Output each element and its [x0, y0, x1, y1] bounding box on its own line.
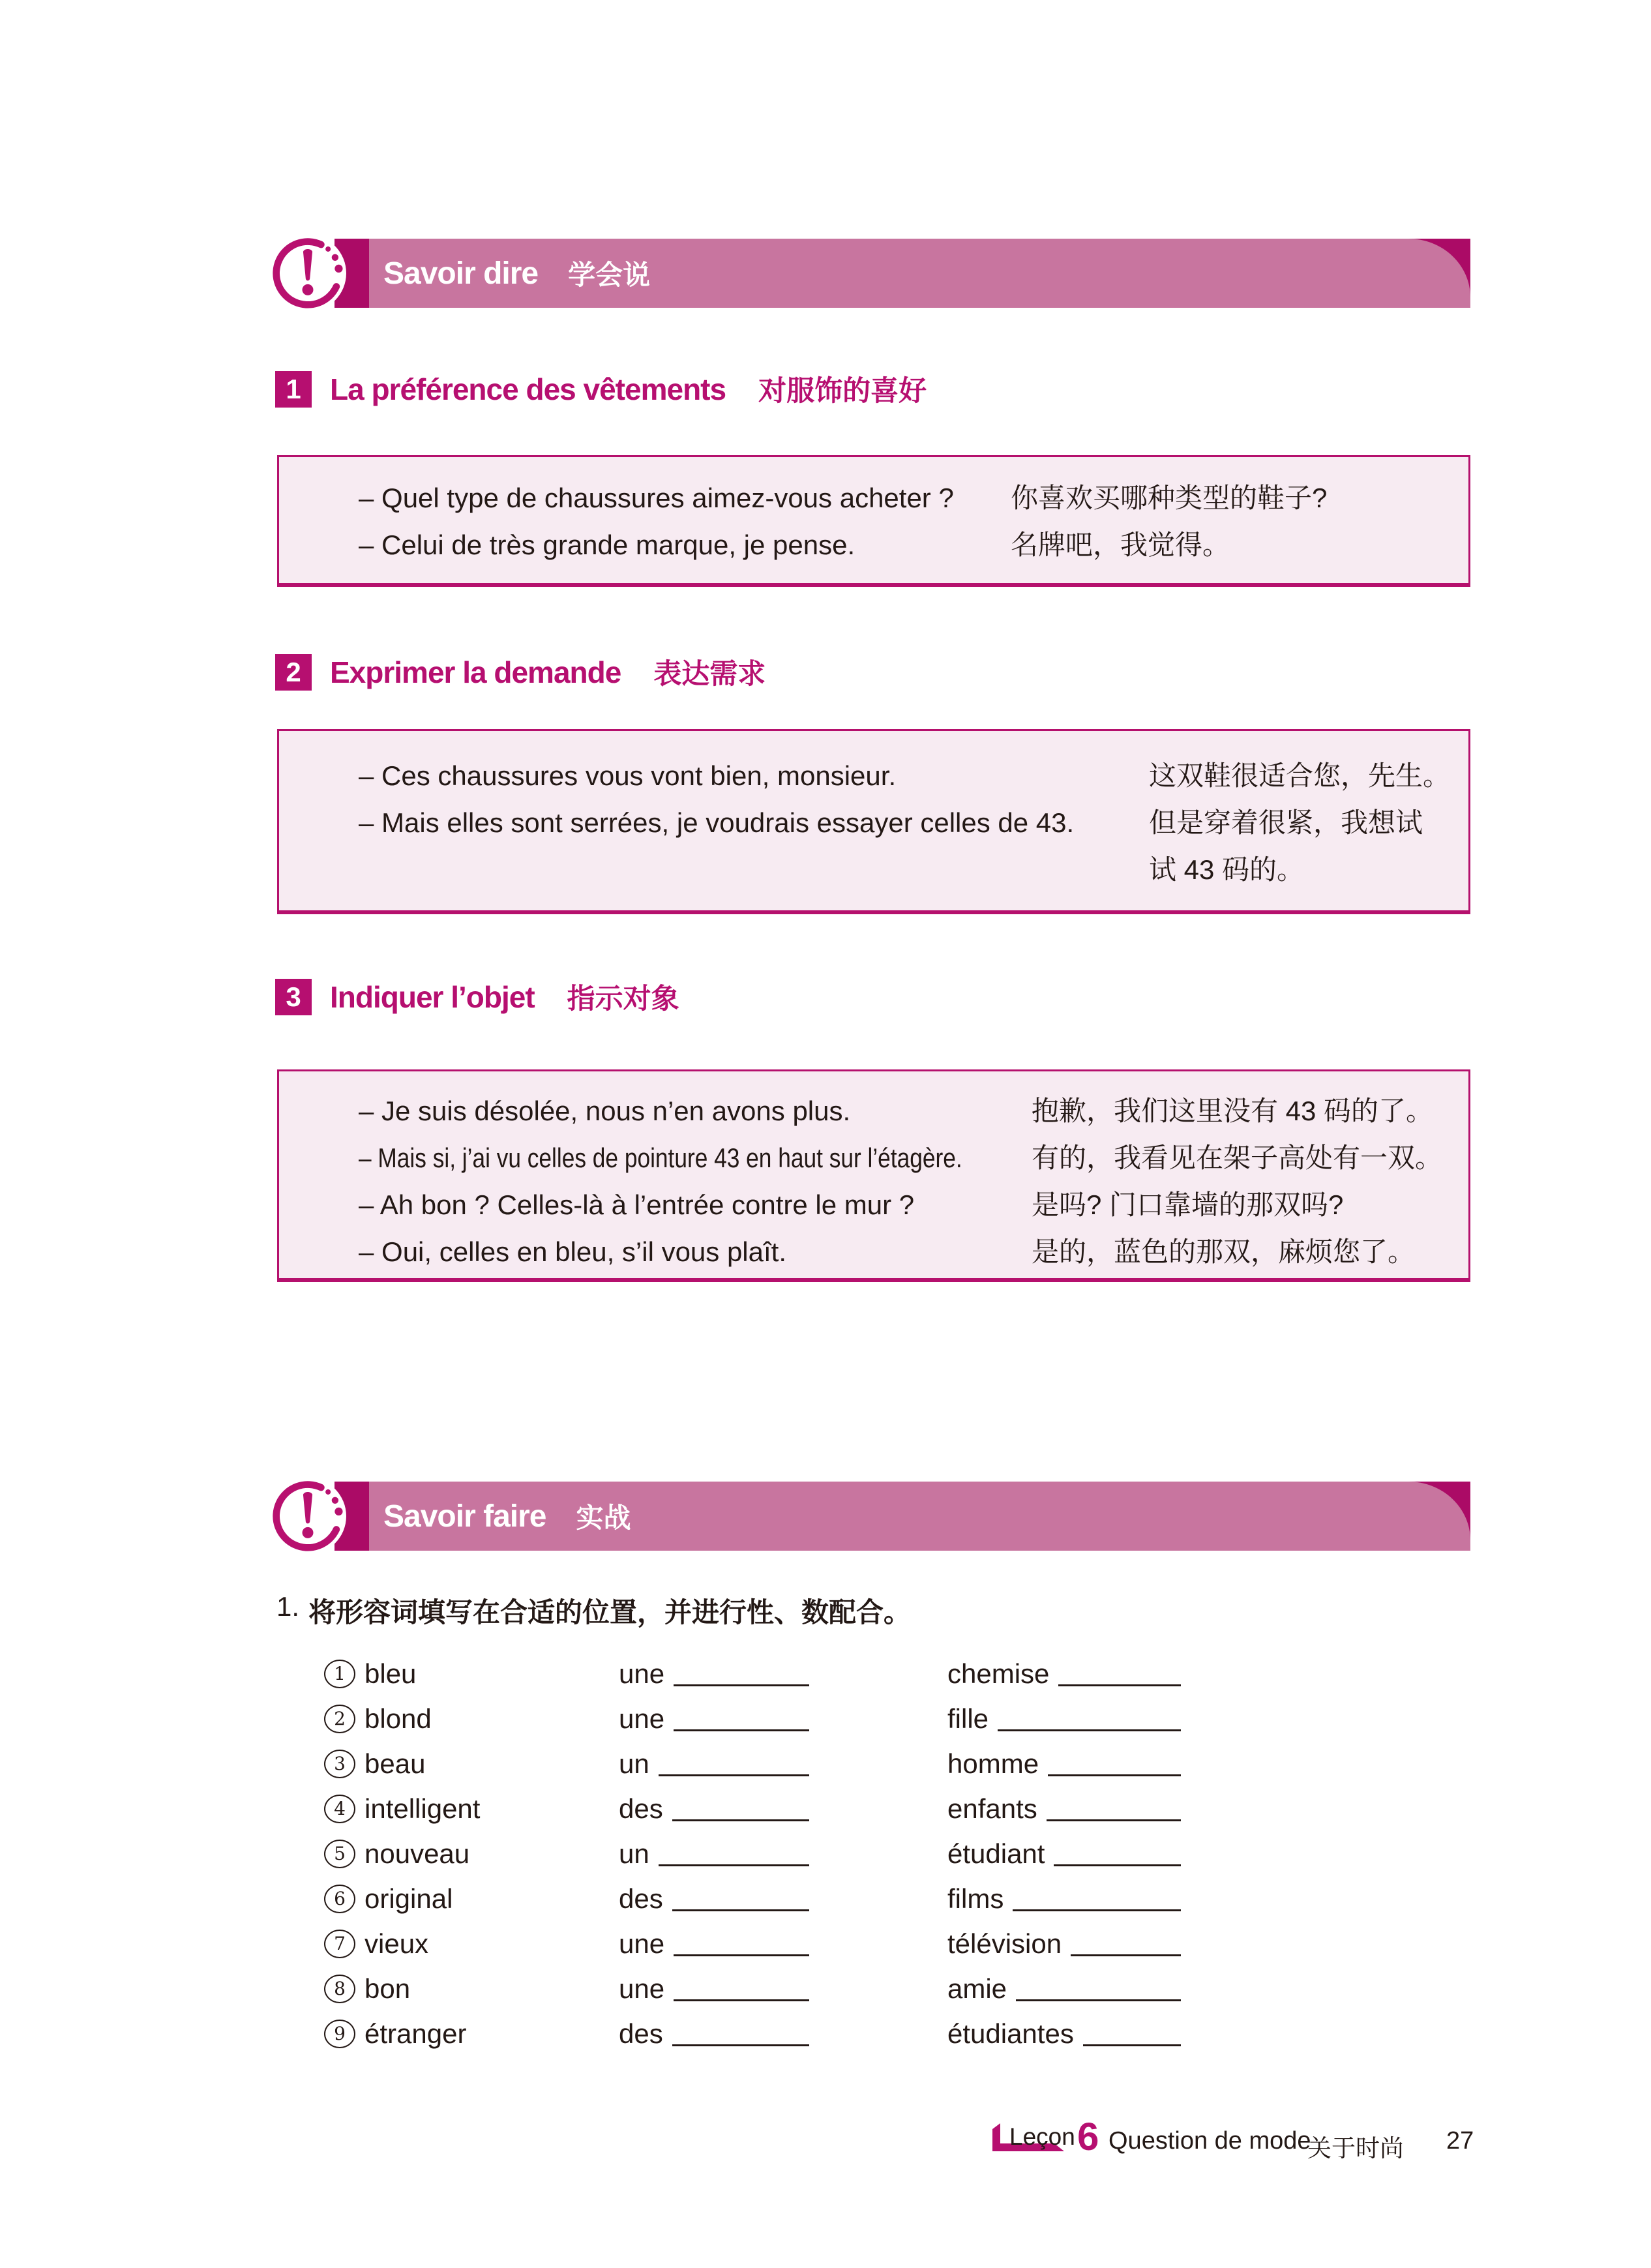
blank-line — [674, 1954, 809, 1956]
dialog-french — [359, 1143, 1032, 1173]
section-1-heading — [275, 369, 927, 409]
section-2-title-zh: 表达需求 — [653, 659, 766, 690]
noun-blank — [947, 1658, 1181, 1690]
dialog-french: – Oui, celles en bleu, s’il vous plaît. — [359, 1236, 787, 1267]
circled-number: 2 — [324, 1705, 355, 1733]
dialog-chinese: 有的，我看见在架子高处有一双。 — [1032, 1142, 1443, 1173]
article-blank — [619, 1703, 809, 1735]
banner-title-fr: Savoir dire — [383, 256, 539, 291]
footer-lesson-title-fr: Question de mode — [1108, 2127, 1311, 2155]
article: des — [619, 2018, 663, 2049]
blank-line — [672, 2044, 809, 2046]
section-2-heading — [275, 652, 766, 692]
noun-blank — [947, 1928, 1181, 1960]
noun-blank — [947, 1838, 1181, 1870]
noun: amie — [947, 1973, 1007, 2004]
row-number — [324, 1795, 364, 1823]
blank-line — [998, 1729, 1181, 1731]
blank-line — [659, 1864, 809, 1866]
dialog-chinese: 抱歉，我们这里没有 43 码的了。 — [1032, 1096, 1434, 1126]
row-number — [324, 1840, 364, 1868]
dialog-line — [279, 1096, 1468, 1126]
footer-lecon-label: Leçon — [1009, 2123, 1075, 2150]
exercise-row — [324, 1876, 1181, 1921]
noun-blank — [947, 1703, 1181, 1735]
article-blank — [619, 2018, 809, 2050]
dialog-french: – Ces chaussures vous vont bien, monsieur. — [359, 760, 897, 791]
dialog-line — [279, 855, 1468, 885]
adjective: intelligent — [364, 1793, 481, 1824]
blank-line — [1058, 1684, 1181, 1686]
article-blank — [619, 1793, 809, 1825]
exercise-row — [324, 1831, 1181, 1876]
dialog-box-3 — [277, 1069, 1470, 1282]
section-3-number-badge: 3 — [275, 979, 312, 1015]
section-2-title-fr: Exprimer la demande — [330, 655, 621, 689]
circled-number: 1 — [324, 1660, 355, 1688]
dialog-line — [279, 1237, 1468, 1267]
adjective: vieux — [364, 1928, 429, 1959]
blank-line — [674, 1729, 809, 1731]
exercise-row — [324, 1696, 1181, 1741]
dialog-french: – Mais elles sont serrées, je voudrais essayer celles de 43. — [359, 807, 1075, 838]
dialog-chinese: 是的，蓝色的那双，麻烦您了。 — [1032, 1236, 1416, 1267]
dialog-french: – Je suis désolée, nous n’en avons plus. — [359, 1096, 851, 1126]
noun-blank — [947, 2018, 1181, 2050]
dialog-chinese: 是吗? 门口靠墙的那双吗? — [1032, 1189, 1344, 1220]
circled-number: 5 — [324, 1840, 355, 1868]
section-3-title-fr: Indiquer l’objet — [330, 979, 535, 1014]
dialog-chinese: 试 43 码的。 — [1149, 854, 1305, 885]
dialog-chinese: 名牌吧，我觉得。 — [1011, 530, 1230, 560]
circled-number: 3 — [324, 1750, 355, 1778]
circled-number: 7 — [324, 1930, 355, 1958]
noun: films — [947, 1883, 1004, 1914]
section-3-title-zh: 指示对象 — [567, 983, 679, 1015]
article-blank — [619, 1928, 809, 1960]
article: un — [619, 1748, 649, 1779]
dialog-line — [279, 530, 1468, 560]
noun: chemise — [947, 1658, 1050, 1689]
adjective: nouveau — [364, 1838, 470, 1869]
adjective: beau — [364, 1748, 426, 1779]
adjective: étranger — [364, 2018, 467, 2049]
noun: homme — [947, 1748, 1039, 1779]
dialog-french: – Celui de très grande marque, je pense. — [359, 530, 855, 560]
banner-savoir-dire — [299, 239, 1470, 308]
footer-lesson-title-zh: 关于时尚 — [1307, 2135, 1404, 2162]
circled-number: 6 — [324, 1885, 355, 1913]
adjective: blond — [364, 1703, 432, 1734]
noun-blank — [947, 1883, 1181, 1915]
blank-line — [1054, 1864, 1181, 1866]
dialog-chinese: 你喜欢买哪种类型的鞋子? — [1011, 483, 1328, 513]
row-number — [324, 1750, 364, 1778]
dialog-box-2 — [277, 729, 1470, 914]
exercise-number: 1. — [276, 1591, 300, 1622]
dialog-french: – Quel type de chaussures aimez-vous acheter ? — [359, 483, 954, 513]
noun-blank — [947, 1748, 1181, 1780]
exercise-row — [324, 1741, 1181, 1786]
article: des — [619, 1793, 663, 1824]
exercise-row — [324, 2011, 1181, 2056]
exclamation-icon — [269, 1478, 346, 1555]
noun: fille — [947, 1703, 989, 1734]
banner-title — [383, 239, 650, 308]
noun: étudiant — [947, 1838, 1045, 1869]
article: une — [619, 1928, 665, 1959]
row-number — [324, 1930, 364, 1958]
blank-line — [672, 1819, 809, 1821]
blank-line — [659, 1774, 809, 1776]
article: un — [619, 1838, 649, 1869]
banner-title-zh: 学会说 — [568, 260, 651, 290]
blank-line — [1071, 1954, 1181, 1956]
section-1-number-badge: 1 — [275, 371, 312, 408]
blank-line — [674, 1999, 809, 2001]
exercise-row — [324, 1966, 1181, 2011]
noun: étudiantes — [947, 2018, 1074, 2049]
row-number — [324, 1705, 364, 1733]
blank-line — [1083, 2044, 1181, 2046]
dialog-line — [279, 483, 1468, 513]
row-number — [324, 1885, 364, 1913]
article: une — [619, 1973, 665, 2004]
article: une — [619, 1703, 665, 1734]
dialog-line — [279, 808, 1468, 838]
article-blank — [619, 1658, 809, 1690]
blank-line — [674, 1684, 809, 1686]
exclamation-icon — [269, 235, 346, 312]
adjective: original — [364, 1883, 453, 1914]
noun: enfants — [947, 1793, 1037, 1824]
row-number — [324, 2020, 364, 2048]
dialog-chinese: 但是穿着很紧，我想试 — [1149, 807, 1423, 838]
article: des — [619, 1883, 663, 1914]
circled-number: 9 — [324, 2020, 355, 2048]
noun-blank — [947, 1793, 1181, 1825]
section-3-heading — [275, 977, 679, 1017]
dialog-box-1 — [277, 455, 1470, 587]
blank-line — [1016, 1999, 1181, 2001]
exercise-list — [324, 1651, 1181, 2056]
row-number — [324, 1975, 364, 2003]
exercise-instruction — [276, 1591, 911, 1630]
noun: télévision — [947, 1928, 1062, 1959]
banner-savoir-faire — [299, 1482, 1470, 1551]
noun-blank — [947, 1973, 1181, 2005]
dialog-line — [279, 1190, 1468, 1220]
circled-number: 8 — [324, 1975, 355, 2003]
section-1-title-zh: 对服饰的喜好 — [758, 376, 927, 407]
dialog-line — [279, 761, 1468, 791]
blank-line — [672, 1909, 809, 1911]
dialog-chinese: 这双鞋很适合您，先生。 — [1149, 760, 1451, 791]
dialog-french: – Ah bon ? Celles-là à l’entrée contre le mur ? — [359, 1189, 915, 1220]
exercise-instruction-text: 将形容词填写在合适的位置，并进行性、数配合。 — [308, 1597, 912, 1628]
row-number — [324, 1660, 364, 1688]
exercise-row — [324, 1921, 1181, 1966]
article-blank — [619, 1748, 809, 1780]
footer-page-number: 27 — [1446, 2127, 1474, 2155]
section-1-title-fr: La préférence des vêtements — [330, 372, 726, 406]
article-blank — [619, 1973, 809, 2005]
adjective: bon — [364, 1973, 411, 2004]
banner-title-fr: Savoir faire — [383, 1499, 546, 1534]
article: une — [619, 1658, 665, 1689]
blank-line — [1013, 1909, 1181, 1911]
section-2-number-badge: 2 — [275, 654, 312, 691]
article-blank — [619, 1883, 809, 1915]
article-blank — [619, 1838, 809, 1870]
footer-lesson-number: 6 — [1077, 2115, 1099, 2158]
adjective: bleu — [364, 1658, 417, 1689]
exercise-row — [324, 1786, 1181, 1831]
dialog-french-text: – Mais si, j’ai vu celles de pointure 43 en haut sur l’étagère. — [359, 1142, 962, 1173]
banner-title-zh: 实战 — [576, 1502, 631, 1533]
exercise-row — [324, 1651, 1181, 1696]
banner-title — [383, 1482, 631, 1551]
circled-number: 4 — [324, 1795, 355, 1823]
dialog-line — [279, 1143, 1468, 1173]
blank-line — [1048, 1774, 1181, 1776]
blank-line — [1047, 1819, 1181, 1821]
